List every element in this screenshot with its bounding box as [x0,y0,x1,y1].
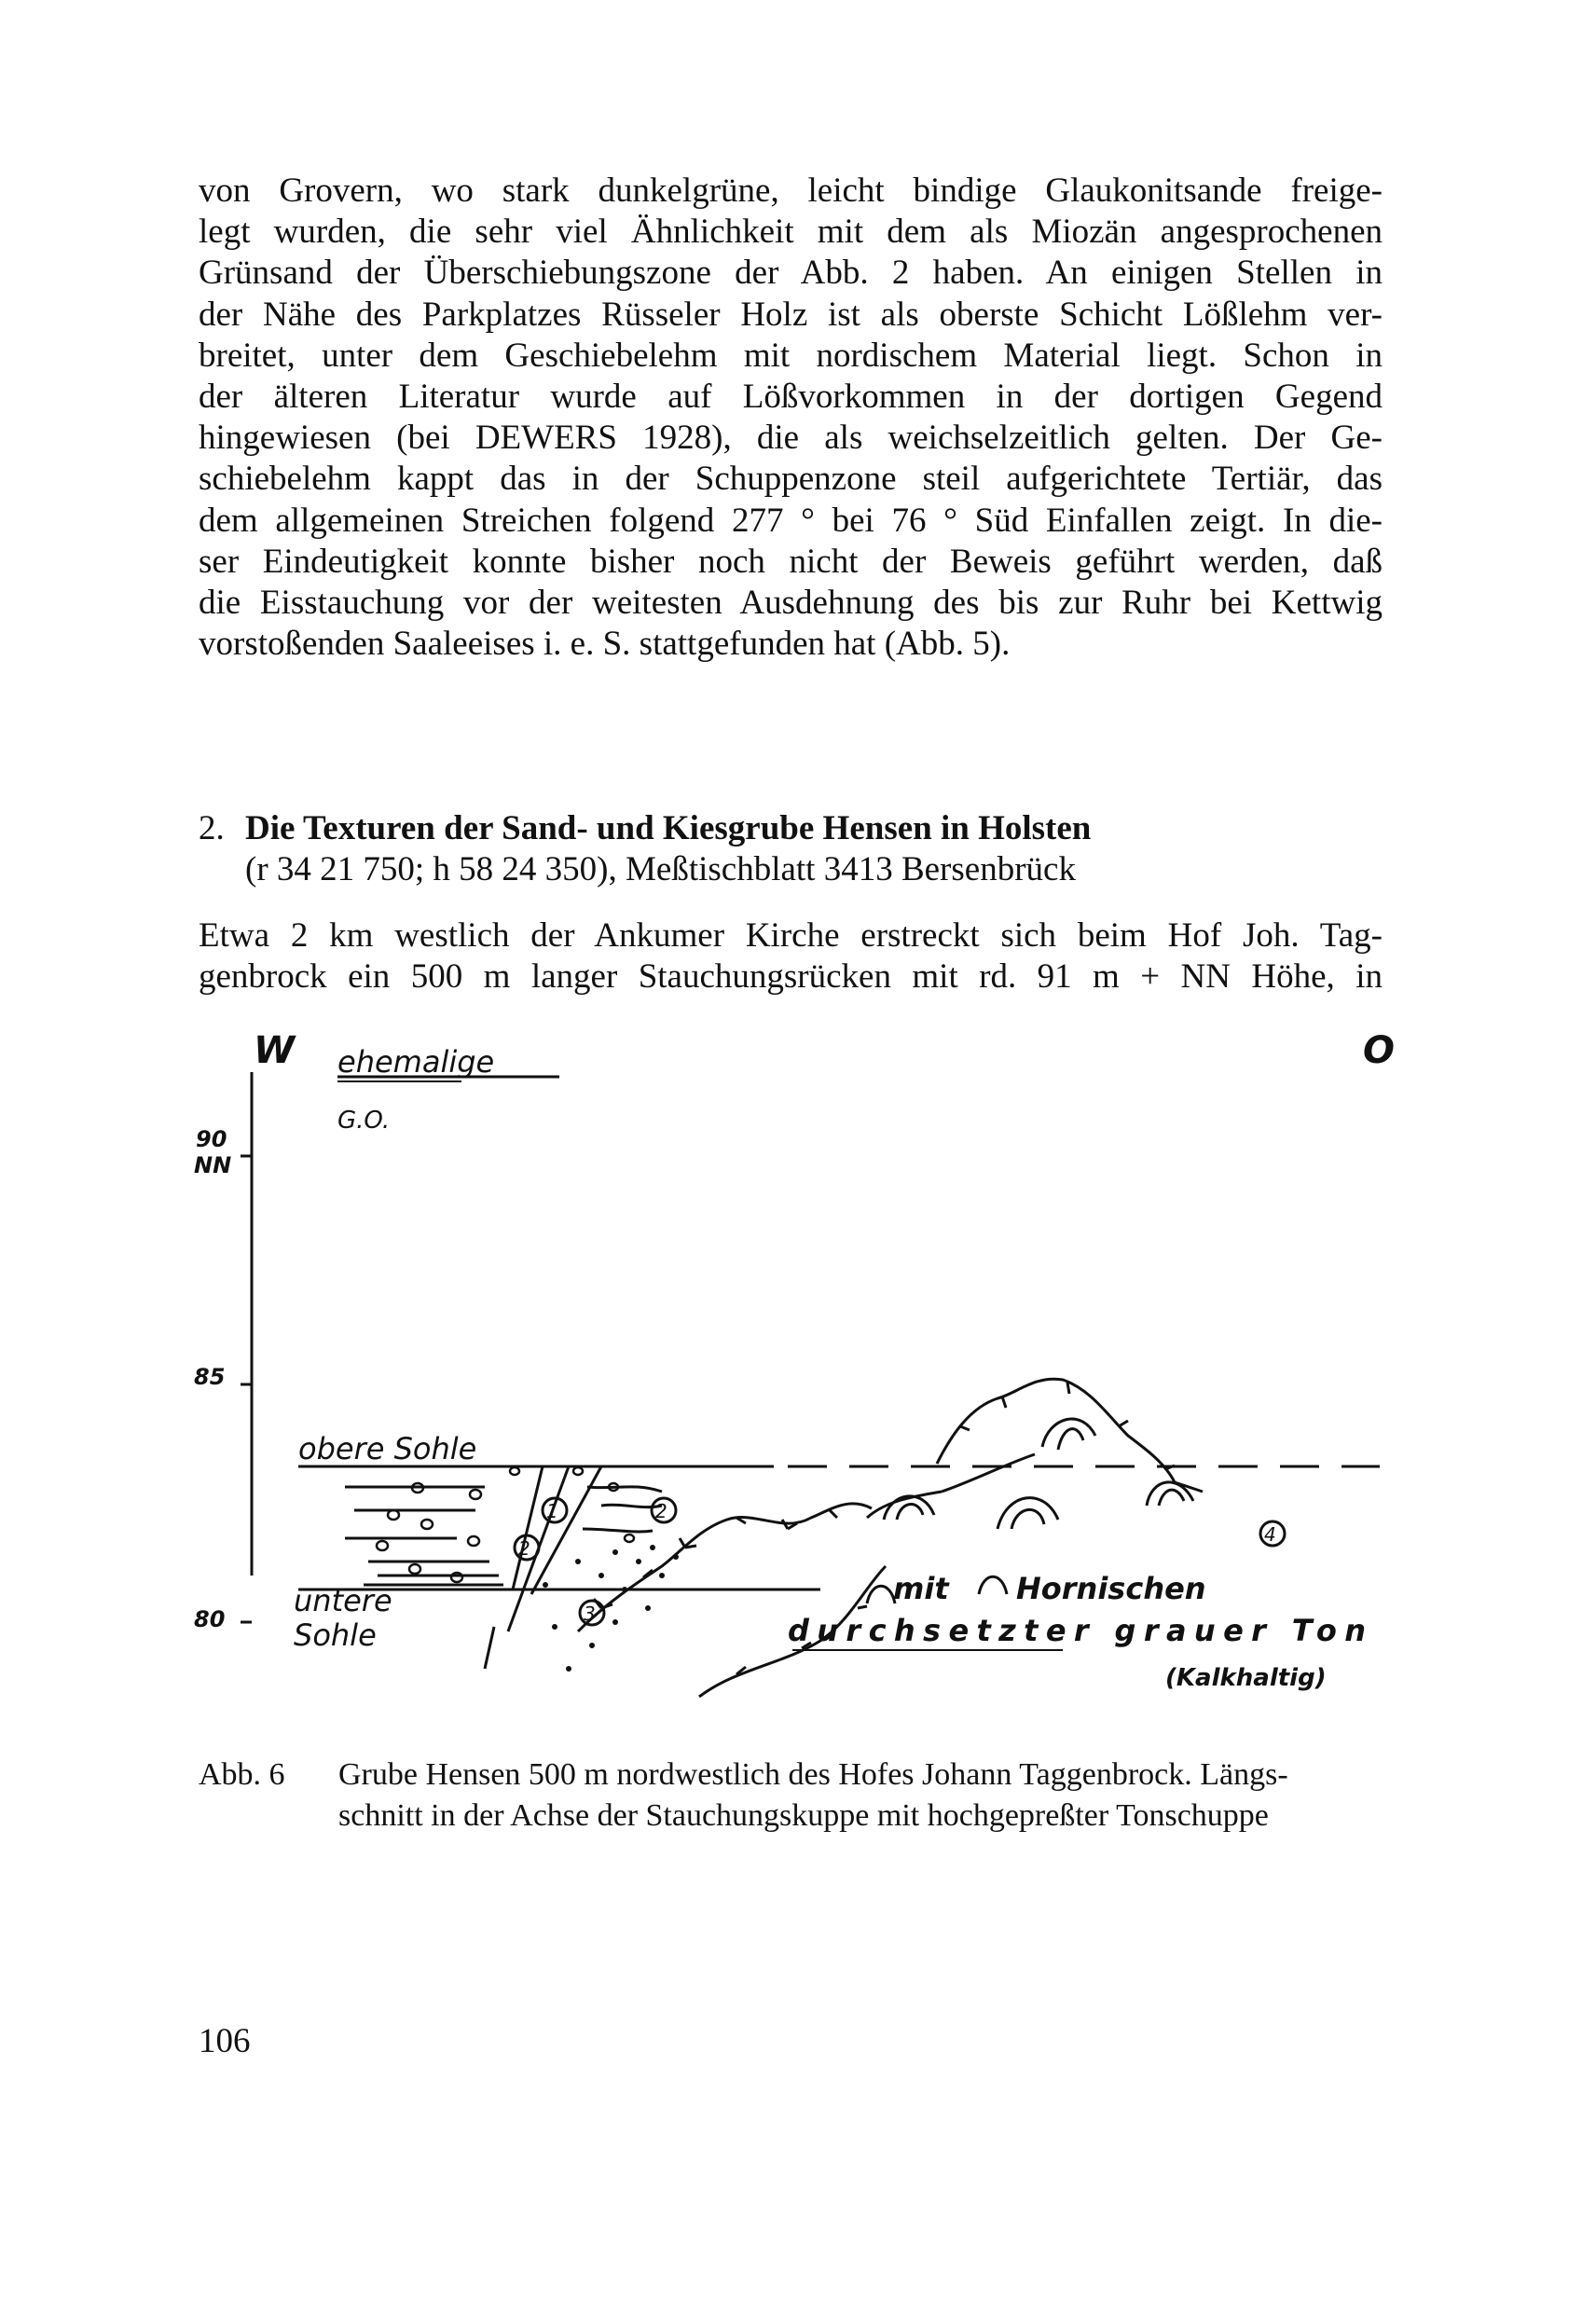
clay-label-line3: (Kalkhaltig) [1165,1664,1327,1692]
circle-label-1: 1 [546,1500,558,1522]
axis-unit: NN [194,1152,232,1178]
circle-label-2b: 2 [518,1537,530,1560]
page-number: 106 [199,2022,251,2060]
tick-80: 80 [194,1606,226,1632]
caption-line: schnitt in der Achse der Stauchungskuppe mit hochgepreßter Tonschuppe [338,1798,1269,1833]
clay-label-hornischen: Hornischen [1016,1571,1206,1606]
text-line: von Grovern, wo stark dunkelgrüne, leicht bindige Glaukonitsande freige- [199,172,1383,210]
text-line: hingewiesen (bei DEWERS 1928), die als weichselzeitlich gelten. Der Ge- [199,419,1383,458]
geological-section-figure [177,1025,1426,1753]
circle-label-3: 3 [584,1603,596,1625]
go-label: G.O. [337,1107,391,1135]
section-heading [199,808,1091,890]
circle-label-2a: 2 [655,1500,667,1522]
text-line: Etwa 2 km westlich der Ankumer Kirche erstreckt sich beim Hof Joh. Tag- [199,916,1383,955]
lower-floor-label-2: Sohle [294,1617,377,1653]
caption-line: Grube Hensen 500 m nordwestlich des Hofes Johann Taggenbrock. Längs- [338,1757,1288,1792]
east-label: O [1363,1029,1396,1072]
caption-label: Abb. 6 [199,1757,285,1792]
lower-floor-label-1: untere [294,1583,392,1618]
tick-85: 85 [194,1364,226,1390]
section-number: 2. [199,809,225,847]
body-paragraph-2 [199,915,1383,998]
tick-90: 90 [196,1126,227,1152]
text-line: vorstoßenden Saaleeises i. e. S. stattgefunden hat (Abb. 5). [199,625,1011,664]
clay-label-mit: mit [893,1571,949,1606]
text-line: ser Eindeutigkeit konnte bisher noch nicht der Beweis geführt werden, daß [199,542,1383,581]
section-subtitle: (r 34 21 750; h 58 24 350), Meßtischblatt 3413 Bersenbrück [245,850,1076,888]
west-label: W [254,1029,296,1072]
clay-label-line2: durchsetzter grauer Ton [788,1613,1366,1648]
text-line: breitet, unter dem Geschiebelehm mit nordischem Material liegt. Schon in [199,336,1383,375]
ehemalige-label: ehemalige [337,1044,495,1080]
text-line: genbrock ein 500 m langer Stauchungsrücken mit rd. 91 m + NN Höhe, in [199,957,1383,997]
text-line: die Eisstauchung vor der weitesten Ausdehnung des bis zur Ruhr bei Kettwig [199,584,1383,623]
text-line: Grünsand der Überschiebungszone der Abb. 2 haben. An einigen Stellen in [199,254,1383,293]
text-line: legt wurden, die sehr viel Ähnlichkeit mit dem als Miozän angesprochenen [199,213,1383,252]
text-line: schiebelehm kappt das in der Schuppenzone steil aufgerichtete Tertiär, das [199,460,1383,499]
section-drawing [177,1025,1426,1753]
section-title: Die Texturen der Sand- und Kiesgrube Hensen in Holsten [245,809,1092,847]
body-paragraph-1 [199,171,1383,665]
caption-text [338,1755,1392,1837]
text-line: der Nähe des Parkplatzes Rüsseler Holz ist als oberste Schicht Lößlehm ver- [199,295,1383,334]
upper-floor-label: obere Sohle [298,1431,477,1466]
text-line: der älteren Literatur wurde auf Lößvorkommen in der dortigen Gegend [199,378,1383,417]
clay-scale-boundary [937,1379,1175,1492]
text-line: dem allgemeinen Streichen folgend 277 ° bei 76 ° Süd Einfallen zeigt. In die- [199,501,1383,540]
circle-label-4: 4 [1264,1523,1276,1546]
